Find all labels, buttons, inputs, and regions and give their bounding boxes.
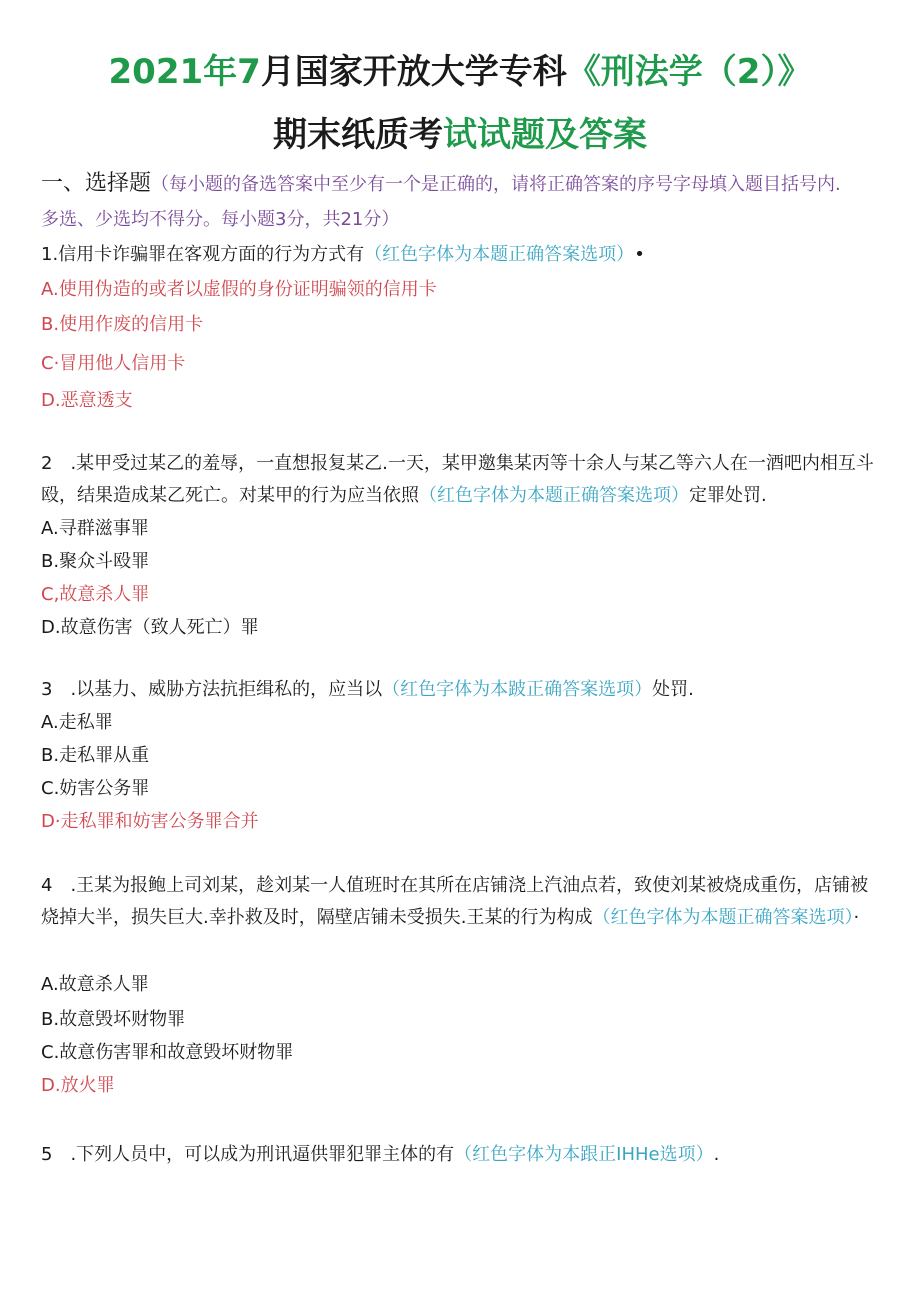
section-heading-line (41, 172, 881, 197)
question-1-tail: • (634, 244, 645, 265)
title-course: 《刑法学（2）》 (566, 52, 812, 92)
question-3-option-b: B.走私罪从重 (41, 745, 150, 766)
question-3-hint: （红色字体为本跛正确答案选项） (382, 679, 653, 700)
question-4-tail: · (853, 907, 860, 928)
question-4-option-a: A.故意杀人罪 (41, 974, 149, 995)
title-exam-type: 期末纸质考 (273, 115, 443, 155)
question-5-stem (41, 1143, 881, 1167)
question-1-option-a: A.使用伪造的或者以虚假的身份证明骗领的信用卡 (41, 279, 437, 300)
question-4-stem (41, 870, 881, 934)
question-1-hint: （红色字体为本题正确答案选项） (364, 244, 635, 265)
question-3-tail: 处罚. (652, 679, 694, 700)
question-5-hint: （红色字体为本跟正IHHe选项） (454, 1144, 714, 1165)
question-4-hint: （红色字体为本题正确答案选项） (592, 907, 854, 928)
question-2-tail: 定罪处罚. (689, 485, 767, 506)
question-2-text: 2 .某甲受过某乙的羞辱，一直想报复某乙.一天，某甲邀集某丙等十余人与某乙等六人在一酒吧内相互斗殴，结果造成某乙死亡。对某甲的行为应当依照 (41, 453, 874, 506)
question-5-text: 5 .下列人员中，可以成为刑讯逼供罪犯罪主体的有 (41, 1144, 455, 1165)
title-institution: 月国家开放大学专科 (260, 52, 567, 92)
question-1-option-c: C·冒用他人信用卡 (41, 353, 186, 374)
question-4-text: 4 .王某为报鲍上司刘某，趁刘某一人值班时在其所在店铺浇上汽油点若，致使刘某被烧成重伤，店铺被烧掉大半，损失巨大.幸扑救及时，隔壁店铺未受损失.王某的行为构成 (41, 875, 869, 928)
question-5-tail: . (713, 1144, 720, 1165)
question-2-stem (41, 448, 881, 512)
question-1-option-b: B.使用作废的信用卡 (41, 314, 204, 335)
question-2-option-a: A.寻群滋事罪 (41, 518, 149, 539)
document-title-line-1 (0, 50, 920, 94)
document-title-line-2 (0, 113, 920, 157)
question-1-stem (41, 243, 881, 267)
question-4-option-d: D.放火罪 (41, 1075, 115, 1096)
question-3-option-d: D·走私罪和妨害公务罪合并 (41, 811, 259, 832)
question-2-option-c: C,故意杀人罪 (41, 584, 150, 605)
question-1-option-d: D.恶意透支 (41, 390, 133, 411)
section-instruction-2: 多选、少选均不得分。每小题3分，共21分） (41, 209, 400, 230)
question-2-option-b: B.聚众斗殴罪 (41, 551, 150, 572)
question-4-option-c: C.故意伤害罪和故意毁坏财物罪 (41, 1042, 294, 1063)
question-2-option-d: D.故意伤害（致人死亡）罪 (41, 617, 259, 638)
question-3-stem (41, 678, 881, 702)
title-year: 2021年7 (108, 52, 261, 92)
question-3-text: 3 .以基力、威胁方法抗拒缉私的，应当以 (41, 679, 383, 700)
question-2-hint: （红色字体为本题正确答案选项） (419, 485, 689, 506)
question-3-option-a: A.走私罪 (41, 712, 113, 733)
section-heading: 一、选择题 (41, 171, 152, 196)
question-1-text: 1.信用卡诈骗罪在客观方面的行为方式有 (41, 244, 365, 265)
question-4-option-b: B.故意毁坏财物罪 (41, 1009, 186, 1030)
question-3-option-c: C.妨害公务罪 (41, 778, 150, 799)
section-instruction-1: （每小题的备选答案中至少有一个是正确的，请将正确答案的序号字母填入题目括号内. (151, 174, 841, 195)
title-exam-suffix: 试试题及答案 (443, 115, 647, 155)
